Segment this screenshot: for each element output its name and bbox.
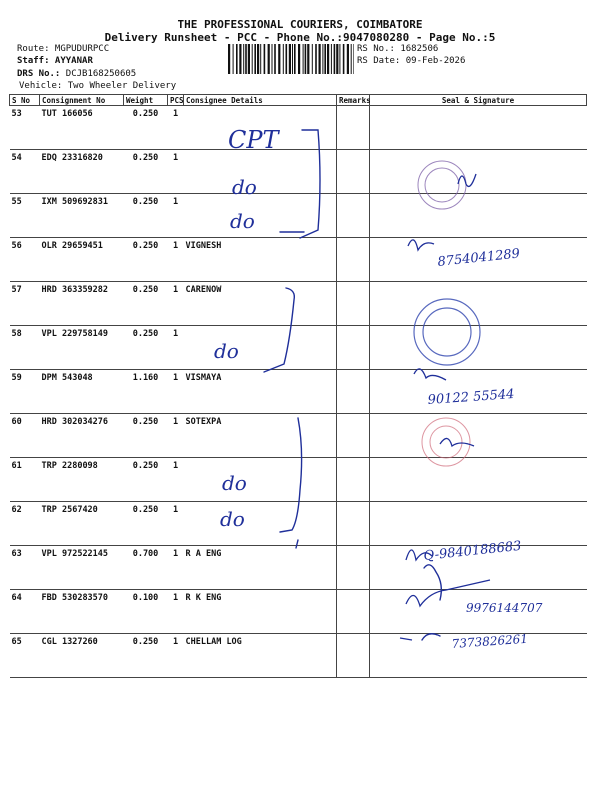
pcs-cell: 1 [168,590,184,634]
consignee-cell: R A ENG [184,546,337,590]
table-row [10,502,587,546]
seal-signature-cell [370,282,587,326]
vehicle-label: Vehicle: Two Wheeler Delivery [19,81,177,91]
company-title: THE PROFESSIONAL COURIERS, COIMBATORE [177,18,423,31]
table-row [10,194,587,238]
remarks-cell [337,458,370,502]
consignee-cell [184,502,337,546]
hw-phone-65: 7373826261 [451,631,529,651]
col-weight: Weight [124,95,168,106]
weight-cell: 0.700 [124,546,168,590]
table-row [10,150,587,194]
hw-do-3: do [214,339,239,363]
drs-value: DCJB168250605 [65,69,137,79]
remarks-cell [337,150,370,194]
table-row [10,546,587,590]
staff-label: Staff: AYYANAR [17,56,93,66]
seal-signature-cell [370,546,587,590]
remarks-cell [337,238,370,282]
consignment-no-cell: IXM 509692831 [40,194,124,238]
consignee-cell: CARENOW [184,282,337,326]
weight-cell: 0.250 [124,150,168,194]
table-row [10,590,587,634]
col-pcs: PCS [168,95,184,106]
remarks-cell [337,502,370,546]
table-row [10,414,587,458]
sno-cell: 55 [10,194,40,238]
runsheet-subtitle: Delivery Runsheet - PCC - Phone No.:9047080280 - Page No.:5 [104,31,496,44]
consignee-cell [184,106,337,150]
col-sno: S No [10,95,40,106]
weight-cell: 0.250 [124,106,168,150]
remarks-cell [337,282,370,326]
sno-cell: 64 [10,590,40,634]
pcs-cell: 1 [168,282,184,326]
sno-cell: 59 [10,370,40,414]
remarks-cell [337,194,370,238]
consignee-cell: R K ENG [184,590,337,634]
hw-phone-56: 8754041289 [436,246,521,270]
sno-cell: 61 [10,458,40,502]
consignment-no-cell: DPM 543048 [40,370,124,414]
consignment-no-cell: VPL 972522145 [40,546,124,590]
table-row [10,370,587,414]
rs-number: RS No.: 1682506 [357,44,439,54]
hw-do-1: do [232,175,257,199]
consignment-no-cell: EDQ 23316820 [40,150,124,194]
consignment-no-cell: OLR 29659451 [40,238,124,282]
table-row [10,106,587,150]
remarks-cell [337,370,370,414]
col-consignment: Consignment No [40,95,124,106]
remarks-cell [337,326,370,370]
consignee-cell: CHELLAM LOG [184,634,337,678]
remarks-cell [337,590,370,634]
weight-cell: 0.250 [124,282,168,326]
hw-cpt: CPT [228,126,279,154]
drs-label: DRS No.: [17,69,61,79]
hw-phone-59: 90122 55544 [427,386,515,408]
col-remarks: Remarks [337,95,370,106]
consignment-no-cell: TUT 166056 [40,106,124,150]
sno-cell: 62 [10,502,40,546]
weight-cell: 0.250 [124,414,168,458]
table-row [10,238,587,282]
consignment-no-cell: HRD 363359282 [40,282,124,326]
pcs-cell: 1 [168,150,184,194]
sno-cell: 54 [10,150,40,194]
barcode-icon [228,44,354,74]
hw-do-4: do [222,471,247,495]
weight-cell: 0.100 [124,590,168,634]
runsheet-table [9,94,587,678]
pcs-cell: 1 [168,458,184,502]
seal-signature-cell [370,458,587,502]
pcs-cell: 1 [168,414,184,458]
seal-signature-cell [370,238,587,282]
pcs-cell: 1 [168,238,184,282]
pcs-cell: 1 [168,502,184,546]
hw-phone-64: 9976144707 [466,601,543,615]
consignment-no-cell: TRP 2280098 [40,458,124,502]
weight-cell: 0.250 [124,458,168,502]
consignment-no-cell: HRD 302034276 [40,414,124,458]
col-consignee: Consignee Details [184,95,337,106]
pcs-cell: 1 [168,326,184,370]
weight-cell: 0.250 [124,326,168,370]
consignment-no-cell: TRP 2567420 [40,502,124,546]
weight-cell: 0.250 [124,194,168,238]
seal-signature-cell [370,370,587,414]
weight-cell: 0.250 [124,502,168,546]
seal-signature-cell [370,414,587,458]
consignee-cell: SOTEXPA [184,414,337,458]
sno-cell: 53 [10,106,40,150]
weight-cell: 1.160 [124,370,168,414]
seal-signature-cell [370,590,587,634]
consignee-cell [184,458,337,502]
seal-signature-cell [370,631,587,678]
table-header-row [10,95,587,106]
consignment-no-cell: CGL 1327260 [40,634,124,678]
hw-phone-63: Q-9840188683 [422,538,523,564]
weight-cell: 0.250 [124,238,168,282]
rs-date: RS Date: 09-Feb-2026 [357,56,466,66]
pcs-cell: 1 [168,546,184,590]
table-row [10,282,587,326]
remarks-cell [337,634,370,678]
consignment-no-cell: FBD 530283570 [40,590,124,634]
seal-signature-cell [370,106,587,150]
weight-cell: 0.250 [124,634,168,678]
sno-cell: 58 [10,326,40,370]
seal-signature-cell [370,502,587,546]
remarks-cell [337,414,370,458]
drs-number [17,69,136,79]
route-label: Route: MGPUDURPCC [17,44,110,54]
hw-do-2: do [230,209,255,233]
sno-cell: 65 [10,634,40,678]
consignee-cell [184,326,337,370]
seal-signature-cell [370,150,587,194]
consignee-cell [184,194,337,238]
seal-signature-cell [370,194,587,238]
seal-signature-cell [370,326,587,370]
pcs-cell: 1 [168,634,184,678]
consignee-cell: VIGNESH [184,238,337,282]
pcs-cell: 1 [168,106,184,150]
col-seal: Seal & Signature [370,95,587,106]
consignee-cell [184,150,337,194]
pcs-cell: 1 [168,194,184,238]
table-row [10,326,587,370]
table-row [10,458,587,502]
sno-cell: 56 [10,238,40,282]
table-row [10,634,587,678]
sno-cell: 63 [10,546,40,590]
sno-cell: 60 [10,414,40,458]
consignment-no-cell: VPL 229758149 [40,326,124,370]
remarks-cell [337,546,370,590]
sno-cell: 57 [10,282,40,326]
consignee-cell: VISMAYA [184,370,337,414]
pcs-cell: 1 [168,370,184,414]
remarks-cell [337,106,370,150]
hw-do-5: do [220,507,245,531]
